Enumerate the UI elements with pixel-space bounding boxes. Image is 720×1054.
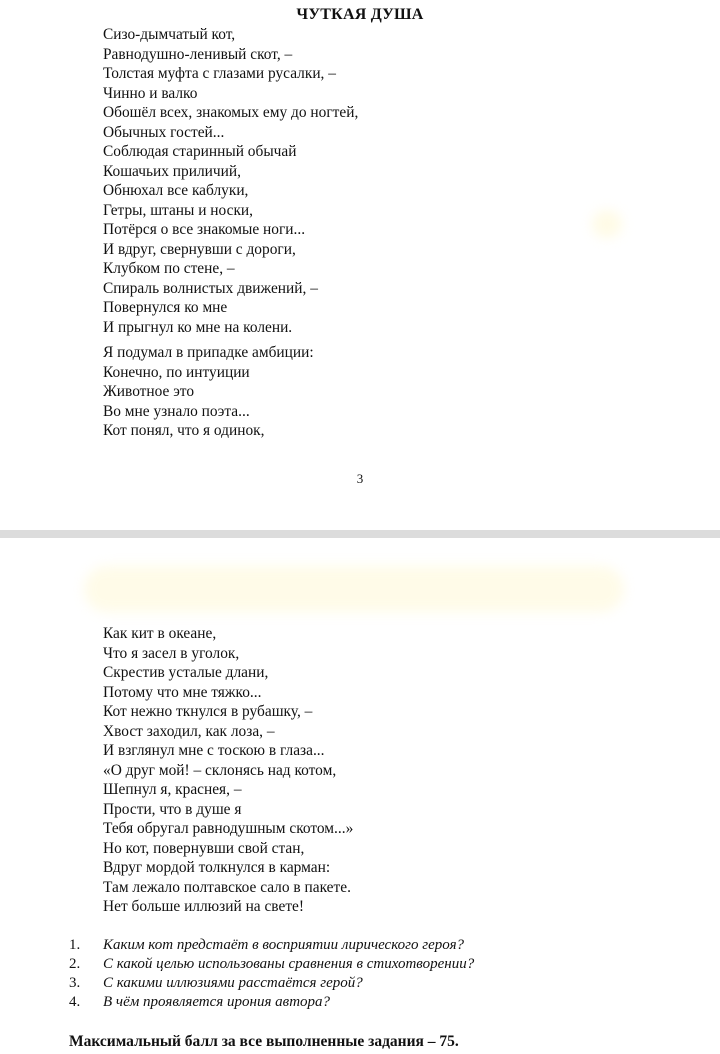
poem-line: Но кот, повернувши свой стан, xyxy=(103,839,305,857)
poem-line: Прости, что в душе я xyxy=(103,800,242,818)
poem-line: Животное это xyxy=(103,383,195,400)
poem-stanza-2 xyxy=(103,343,314,441)
poem-stanza-3 xyxy=(103,624,353,917)
poem-stanza-1 xyxy=(103,25,358,337)
question-number: 2. xyxy=(69,956,81,972)
poem-line: Обошёл всех, знакомых ему до ногтей, xyxy=(103,104,359,121)
question-item xyxy=(69,974,689,993)
question-text: Каким кот предстаёт в восприятии лирического героя? xyxy=(103,937,465,953)
poem-line: Я подумал в припадке амбиции: xyxy=(103,344,314,361)
poem-line: Кошачьих приличий, xyxy=(103,162,241,180)
page-separator xyxy=(0,530,720,538)
poem-line: Повернулся ко мне xyxy=(103,299,228,316)
poem-line: Вдруг мордой толкнулся в карман: xyxy=(103,859,331,876)
question-number: 1. xyxy=(69,937,81,953)
max-score-note: Максимальный балл за все выполненные задания – 75. xyxy=(69,1033,459,1050)
poem-line: И взглянул мне с тоскою в глаза... xyxy=(103,742,325,759)
question-text: С какой целью использованы сравнения в стихотворении? xyxy=(103,956,475,972)
poem-line: Равнодушно-ленивый скот, – xyxy=(103,45,293,63)
poem-line: «О друг мой! – склонясь над котом, xyxy=(103,761,337,779)
poem-line: Потёрся о все знакомые ноги... xyxy=(103,221,306,238)
poem-line: Конечно, по интуиции xyxy=(103,363,250,381)
poem-line: Что я засел в уголок, xyxy=(103,644,240,662)
poem-line: Соблюдая старинный обычай xyxy=(103,143,297,160)
poem-line: Шепнул я, краснея, – xyxy=(103,781,242,798)
poem-line: Чинно и валко xyxy=(103,84,198,102)
question-text: С какими иллюзиями расстаётся герой? xyxy=(103,975,363,991)
poem-line: Потому что мне тяжко... xyxy=(103,683,262,701)
highlight-mark xyxy=(592,210,622,238)
poem-line: Толстая муфта с глазами русалки, – xyxy=(103,65,336,82)
poem-line: Обнюхал все каблуки, xyxy=(103,182,249,199)
poem-line: Кот понял, что я одинок, xyxy=(103,422,265,439)
poem-line: Гетры, штаны и носки, xyxy=(103,201,254,219)
poem-line: Обычных гостей... xyxy=(103,123,225,141)
question-item xyxy=(69,955,689,974)
poem-line: Как кит в океане, xyxy=(103,625,217,642)
poem-title: ЧУТКАЯ ДУША xyxy=(296,6,424,23)
poem-line: Во мне узнало поэта... xyxy=(103,402,250,420)
question-item xyxy=(69,936,689,955)
poem-line: И вдруг, свернувши с дороги, xyxy=(103,240,296,258)
poem-line: Скрестив усталые длани, xyxy=(103,664,269,681)
poem-line: Там лежало полтавское сало в пакете. xyxy=(103,878,351,896)
poem-line: Нет больше иллюзий на свете! xyxy=(103,898,305,915)
question-number: 4. xyxy=(69,994,81,1010)
questions-list xyxy=(69,936,689,1012)
poem-line: Сизо-дымчатый кот, xyxy=(103,26,236,43)
document-page-2 xyxy=(0,538,720,1054)
highlight-mark xyxy=(84,566,624,612)
question-item xyxy=(69,993,689,1012)
poem-line: Клубком по стене, – xyxy=(103,260,235,277)
page-number: 3 xyxy=(356,471,364,486)
question-text: В чём проявляется ирония автора? xyxy=(103,994,331,1010)
question-number: 3. xyxy=(69,975,81,991)
poem-line: Хвост заходил, как лоза, – xyxy=(103,722,275,740)
poem-line: Кот нежно ткнулся в рубашку, – xyxy=(103,703,313,720)
poem-line: Спираль волнистых движений, – xyxy=(103,279,318,297)
poem-line: Тебя обругал равнодушным скотом...» xyxy=(103,820,354,837)
poem-line: И прыгнул ко мне на колени. xyxy=(103,318,293,336)
